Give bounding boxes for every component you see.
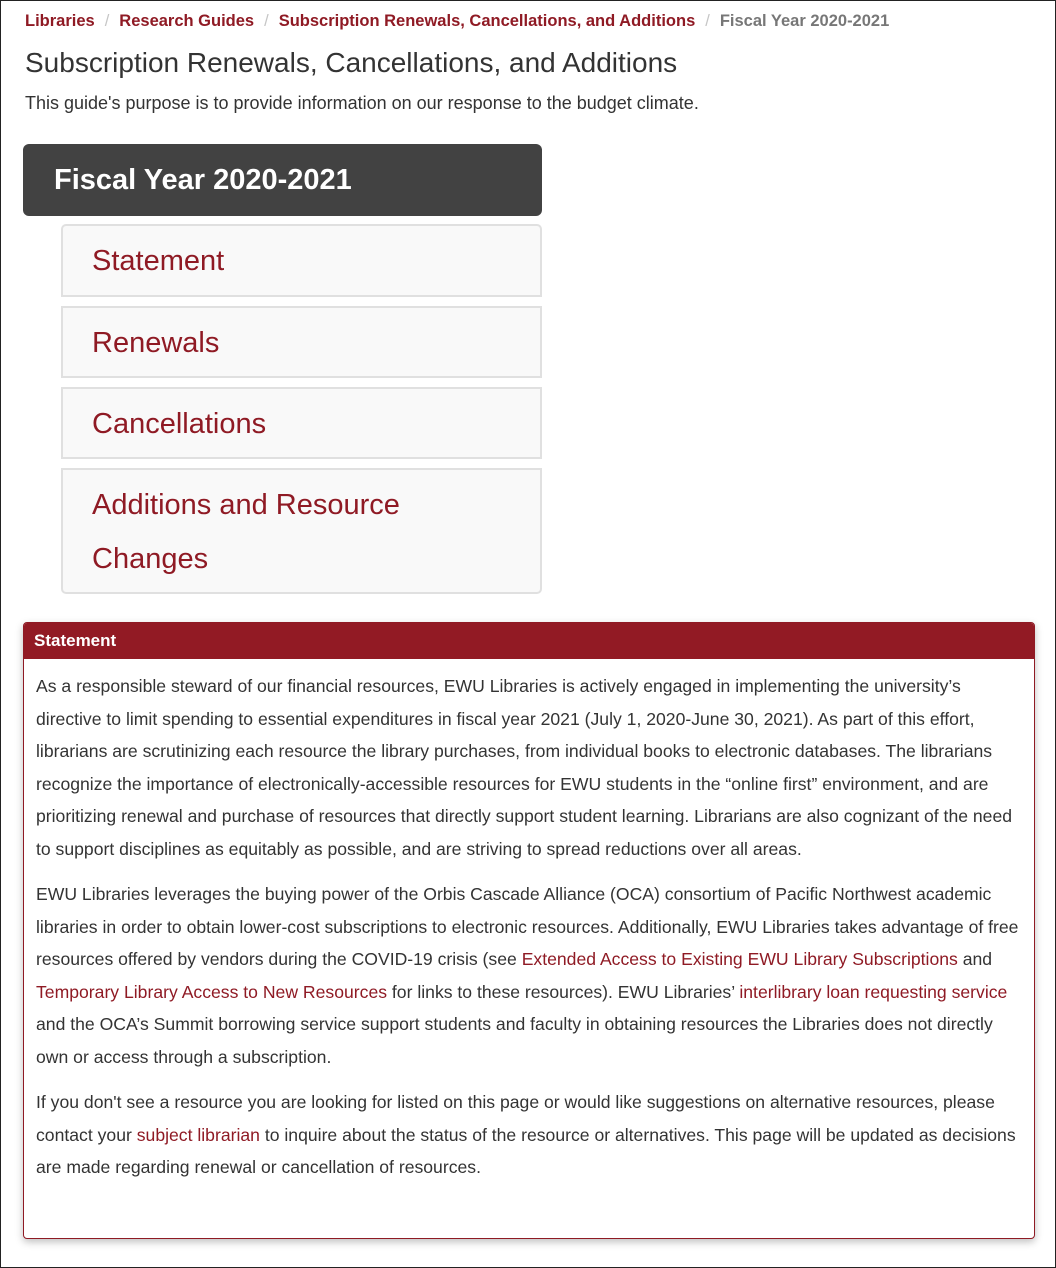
text: for links to these resources). EWU Libraries’ — [387, 981, 740, 1002]
panel-heading: Statement — [24, 623, 1034, 659]
breadcrumb-separator: / — [705, 12, 710, 30]
text: and the OCA’s Summit borrowing service support students and faculty in obtaining resources the Libraries does not directly own or access through a subscription. — [36, 1014, 993, 1067]
breadcrumb-separator: / — [104, 12, 110, 30]
statement-paragraph-3 — [36, 1086, 1022, 1184]
nav-header[interactable]: Fiscal Year 2020-2021 — [23, 144, 542, 216]
nav-item-additions[interactable]: Additions and Resource Changes — [61, 468, 542, 594]
panel-body — [24, 659, 1034, 1184]
breadcrumb-guide[interactable]: Subscription Renewals, Cancellations, and Additions — [278, 12, 696, 30]
text: If you don't see a resource you are looking for listed on this page or would like suggestions on alternative resources, please contact your — [36, 1092, 995, 1145]
subpage-nav — [61, 224, 542, 594]
page-title: Subscription Renewals, Cancellations, and Additions — [25, 47, 678, 78]
breadcrumb-research-guides[interactable]: Research Guides — [119, 12, 255, 30]
breadcrumb-libraries[interactable]: Libraries — [25, 12, 95, 30]
nav-item-statement[interactable]: Statement — [61, 224, 542, 297]
nav-item-renewals[interactable]: Renewals — [61, 306, 542, 378]
statement-paragraph-2 — [36, 878, 1022, 1073]
text: to inquire about the status of the resource or alternatives. This page will be updated as decisions are made regarding renewal or cancellation of resources. — [36, 1124, 1016, 1177]
statement-panel — [23, 622, 1035, 1239]
text: EWU Libraries leverages the buying power of the Orbis Cascade Alliance (OCA) consortium of Pacific Northwest academic libraries in order to obtain lower-cost subscriptions to electronic resources. Additionally, EWU Libraries takes advantage of free resources offered by vendors during the COVID-19 crisis (see — [36, 884, 1019, 969]
text: and — [957, 949, 993, 969]
breadcrumb — [25, 12, 889, 31]
breadcrumb-current: Fiscal Year 2020-2021 — [719, 12, 890, 30]
extended-access-link[interactable]: Extended Access to Existing EWU Library Subscriptions — [521, 949, 958, 969]
statement-paragraph-1: As a responsible steward of our financial resources, EWU Libraries is actively engaged in implementing the university’s directive to limit spending to essential expenditures in fiscal year 2021 (July 1, 2020-June 30, 2021). As part of this effort, librarians are scrutinizing each resource the library purchases, from individual books to electronic databases. The librarians recognize the importance of electronically-accessible resources for EWU students in the “online first” environment, and are prioritizing renewal and purchase of resources that directly support student learning. Librarians are also cognizant of the need to support disciplines as equitably as possible, and are striving to spread reductions over all areas. — [36, 676, 1013, 859]
page-description: This guide's purpose is to provide information on our response to the budget climate. — [25, 93, 699, 113]
interlibrary-loan-link[interactable]: interlibrary loan requesting service — [739, 981, 1008, 1002]
subject-librarian-link[interactable]: subject librarian — [136, 1124, 260, 1145]
temporary-access-link[interactable]: Temporary Library Access to New Resources — [36, 981, 388, 1002]
breadcrumb-separator: / — [264, 12, 269, 30]
nav-item-cancellations[interactable]: Cancellations — [61, 387, 542, 459]
